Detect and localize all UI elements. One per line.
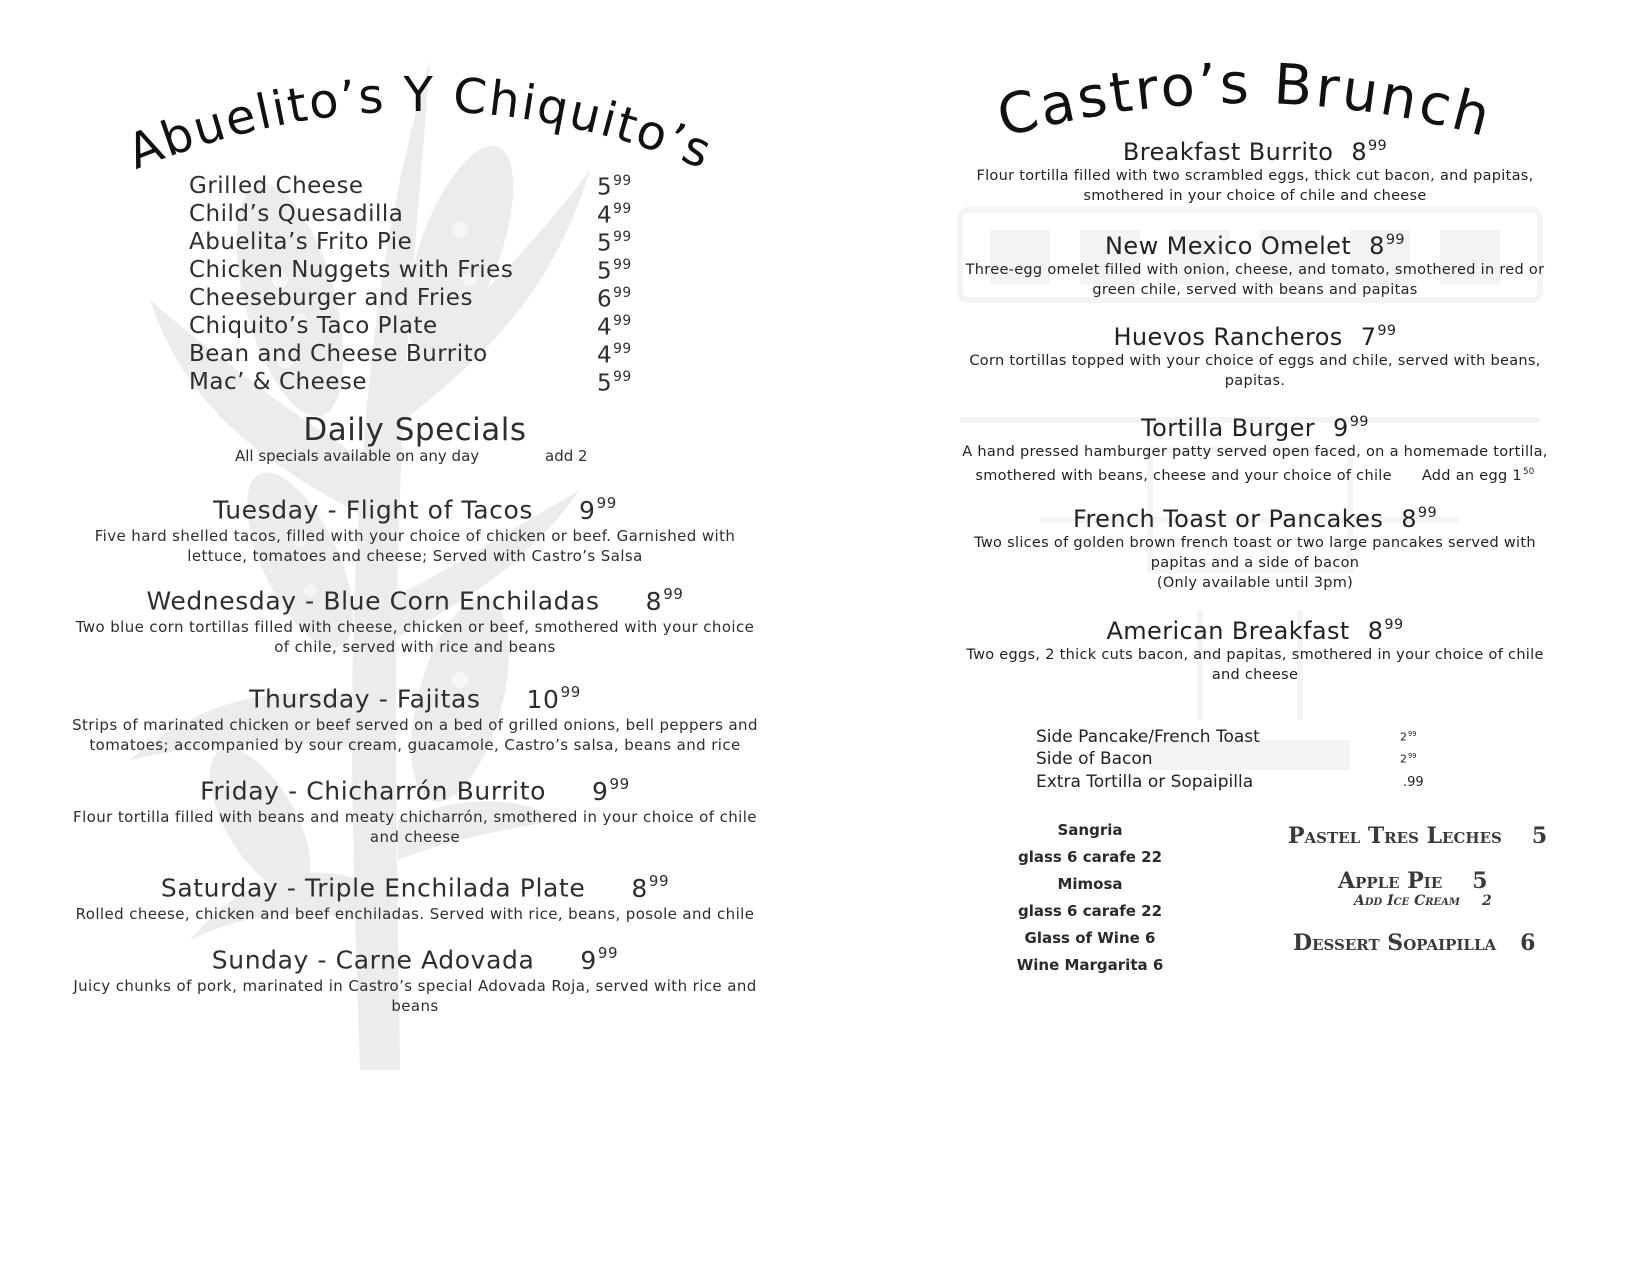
kids-menu-title [110,60,730,190]
kids-item-name: Grilled Cheese [189,173,364,199]
dessert-price: 5 [1472,868,1488,894]
price-cents: 99 [663,585,684,603]
kids-menu-item [189,313,632,343]
kids-item-price: $4^{99}$ [597,201,632,229]
kids-item-name: Child’s Quesadilla [189,201,404,227]
dessert-name: Pastel Tres Leches [1288,823,1502,849]
brunch-item-heading [960,323,1550,351]
kids-item-name: Cheeseburger and Fries [189,285,473,311]
brunch-item-description [960,645,1550,685]
side-item-price: $2^{99}$ [1400,730,1417,744]
svg-text:Abuelito’s Y Chiquito’s: Abuelito’s Y Chiquito’s [119,66,721,181]
daily-special-item [70,944,760,1016]
daily-special-heading [70,494,760,525]
daily-special-name: Sunday - Carne Adovada [211,945,535,975]
kids-menu-item [189,285,632,315]
kids-item-price: $5^{99}$ [597,369,632,397]
dessert-addon-name: Add Ice Cream [1354,893,1460,909]
price-cents: 99 [1408,730,1417,738]
brunch-item-price: $8^{99}$ [1367,617,1404,646]
daily-special-price: $9^{99}$ [592,775,630,806]
daily-special-item [70,683,760,755]
brunch-item [960,323,1550,391]
daily-special-description: Strips of marinated chicken or beef served on a bed of grilled onions, bell peppers and tomatoes; accompanied by sour cream, guacamole, Castro’s salsa, beans and rice [72,715,758,754]
daily-special-name: Saturday - Triple Enchilada Plate [160,873,586,903]
brunch-item-description-text: A hand pressed hamburger patty served open faced, on a homemade tortilla, smothered with beans, cheese and your choice of chile [962,444,1548,485]
brunch-item [960,617,1550,685]
brunch-item-name: Huevos Rancheros [1113,323,1343,352]
price-cents: 99 [1384,617,1404,633]
brunch-item-price: $8^{99}$ [1369,232,1405,261]
daily-special-description: Two blue corn tortillas filled with cheese, chicken or beef, smothered with your choice of chile, served with rice and beans [75,617,755,656]
kids-item-name: Bean and Cheese Burrito [189,341,488,367]
price-cents: 99 [596,494,617,512]
kids-menu-item [189,257,632,287]
kids-item-price: $4^{99}$ [597,313,632,341]
brunch-item [960,232,1550,300]
price-cents: 99 [1377,323,1397,339]
dessert-addon-price: 2 [1482,893,1492,909]
daily-special-description: Flour tortilla filled with beans and meaty chicharrón, smothered in your choice of chile and cheese [73,807,757,846]
daily-specials-add-note: add 2 [545,447,588,465]
kids-item-name: Mac’ & Cheese [189,369,368,395]
brunch-item-addon: Add an egg $1^{50}$ [1421,467,1535,485]
kids-item-price: $5^{99}$ [597,173,632,201]
kids-item-price: $6^{99}$ [597,285,632,313]
brunch-item-heading [960,505,1550,533]
price-cents: 99 [613,369,632,385]
daily-special-item [70,872,760,924]
price-cents: 99 [1385,232,1405,248]
brunch-item [960,505,1550,593]
daily-specials-title: Daily Specials [303,412,527,448]
kids-item-price: $4^{99}$ [597,341,632,369]
kids-item-price: $5^{99}$ [597,229,632,257]
brunch-item-name: French Toast or Pancakes [1072,505,1384,534]
daily-special-description: Juicy chunks of pork, marinated in Castro’s special Adovada Roja, served with rice and beans [73,976,757,1015]
price-cents: 99 [1367,138,1388,154]
dessert-item [1338,868,1488,894]
dessert-item [1288,823,1547,849]
daily-special-heading [70,683,760,714]
price-cents: 99 [613,285,632,301]
daily-special-price: $9^{99}$ [580,944,619,975]
daily-special-item [70,494,760,566]
dessert-name: Dessert Sopaipilla [1293,930,1497,956]
brunch-item-heading [960,414,1550,442]
daily-special-price: $8^{99}$ [631,872,670,903]
brunch-item-price: $7^{99}$ [1360,323,1397,352]
price-cents: 99 [1417,505,1438,521]
drink-line: Sangria [1057,821,1123,839]
daily-special-heading [70,872,760,903]
brunch-item-heading [960,138,1550,166]
brunch-item-name: New Mexico Omelet [1105,232,1352,261]
brunch-item-price: $8^{99}$ [1351,138,1388,167]
side-item-name: Extra Tortilla or Sopaipilla [1036,772,1254,792]
daily-special-heading [70,585,760,616]
daily-special-description: Rolled cheese, chicken and beef enchiladas. Served with rice, beans, posole and chile [75,904,755,923]
kids-menu-item [189,229,632,259]
price-cents: 50 [1522,467,1535,478]
price-cents: 99 [560,683,581,701]
brunch-item-description-text: Corn tortillas topped with your choice of eggs and chile, served with beans, papitas. [969,353,1541,390]
daily-special-item [70,775,760,847]
daily-specials-subtitle [235,447,588,465]
daily-special-price: $9^{99}$ [579,494,617,525]
price-cents: 99 [613,201,632,217]
daily-special-price: $10^{99}$ [526,683,581,714]
svg-text:Castro’s Brunch: Castro’s Brunch [990,51,1500,151]
daily-special-item [70,585,760,657]
brunch-item-description [960,533,1550,573]
daily-special-name: Wednesday - Blue Corn Enchiladas [146,586,600,616]
price-cents: 99 [1349,414,1369,430]
daily-special-price: $8^{99}$ [645,585,684,616]
daily-special-name: Tuesday - Flight of Tacos [213,495,534,525]
dessert-addon [1354,893,1492,909]
side-item-price: .99 [1403,775,1424,790]
brunch-item-description [960,442,1550,486]
dessert-price: 5 [1531,823,1548,849]
kids-menu-item [189,173,632,203]
drink-line: Wine Margarita 6 [1016,956,1164,974]
kids-item-price: $5^{99}$ [597,257,632,285]
kids-menu-item [189,201,632,231]
price-cents: 99 [613,313,632,329]
daily-special-description: Five hard shelled tacos, filled with your choice of chicken or beef. Garnished with lettuce, tomatoes and cheese; Served with Castro’s Salsa [94,526,736,565]
brunch-item-heading [960,232,1550,260]
brunch-item-name: American Breakfast [1106,617,1350,646]
brunch-item-description-text: Flour tortilla filled with two scrambled eggs, thick cut bacon, and papitas, smothered in your choice of chile and cheese [976,168,1534,205]
brunch-item-name: Breakfast Burrito [1122,138,1334,167]
brunch-item [960,138,1550,206]
price-cents: 99 [613,341,632,357]
dessert-price: 6 [1520,930,1536,956]
price-cents: 99 [597,944,619,962]
daily-specials-availability: All specials available on any day [235,447,480,465]
brunch-item-name: Tortilla Burger [1141,414,1316,443]
price-cents: 99 [613,229,632,245]
kids-menu-item [189,341,632,371]
price-cents: 99 [1408,752,1417,760]
brunch-item-price: $9^{99}$ [1333,414,1369,443]
side-item-name: Side Pancake/French Toast [1036,727,1260,747]
drink-line: Mimosa [1057,875,1123,893]
brunch-item-description-text: Two slices of golden brown french toast or two large pancakes served with papitas and a side of bacon [974,535,1536,572]
kids-item-name: Abuelita’s Frito Pie [189,229,413,255]
brunch-item-description-text: Two eggs, 2 thick cuts bacon, and papitas, smothered in your choice of chile and cheese [966,647,1544,684]
brunch-item-note: (Only available until 3pm) [1156,575,1354,592]
dessert-item [1293,930,1535,956]
kids-item-name: Chiquito’s Taco Plate [189,313,438,339]
daily-special-heading [70,944,760,975]
kids-item-name: Chicken Nuggets with Fries [189,257,514,283]
daily-special-name: Friday - Chicharrón Burrito [200,776,547,806]
brunch-item-description [960,351,1550,391]
price-cents: 99 [613,173,632,189]
brunch-item [960,414,1550,486]
drink-line: glass 6 carafe 22 [1017,848,1163,866]
drink-line: Glass of Wine 6 [1024,929,1156,947]
drink-line: glass 6 carafe 22 [1017,902,1163,920]
side-item-name: Side of Bacon [1036,749,1153,769]
brunch-item-heading [960,617,1550,645]
price-cents: 99 [648,872,670,890]
dessert-name: Apple Pie [1338,868,1443,894]
kids-menu-item [189,369,632,399]
side-item-price: $2^{99}$ [1400,752,1417,766]
price-cents: 99 [613,257,632,273]
daily-special-heading [70,775,760,806]
daily-special-name: Thursday - Fajitas [249,684,481,714]
price-cents: 99 [609,775,630,793]
brunch-item-description [960,166,1550,206]
brunch-item-description [960,260,1550,300]
brunch-item-description-text: Three-egg omelet filled with onion, cheese, and tomato, smothered in red or green chile, served with beans and papitas [965,262,1545,299]
brunch-item-price: $8^{99}$ [1401,505,1438,534]
